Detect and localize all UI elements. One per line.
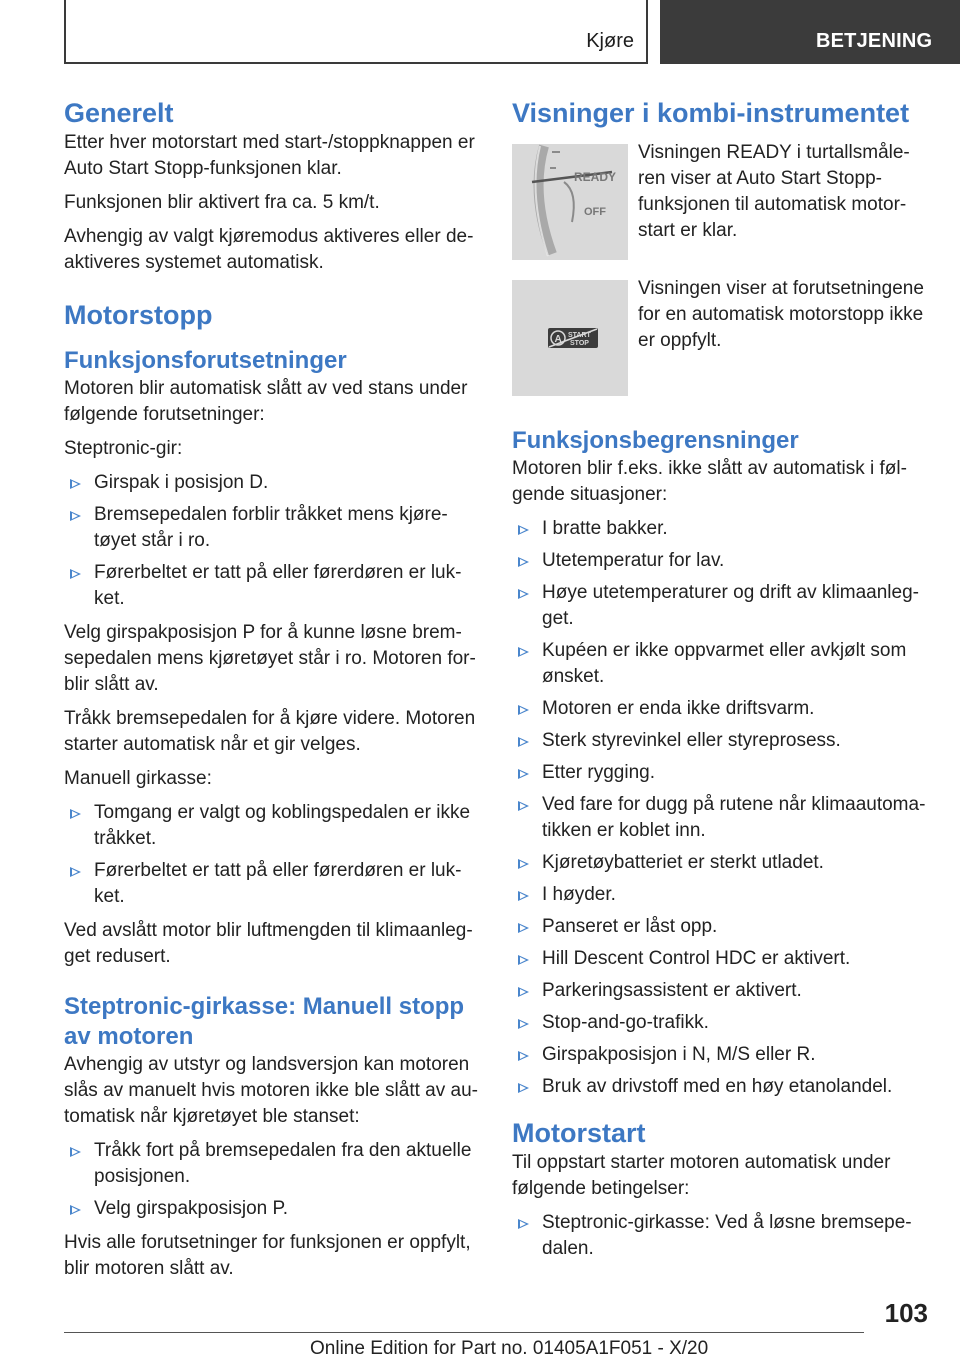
triangle-bullet-icon (70, 1147, 81, 1157)
figure-caption: Visningen READY i turtallsmåle-ren viser at Auto Start Stopp-funksjonen til automatisk motor-start er klar. (638, 142, 910, 241)
bullet-list (512, 1210, 930, 1262)
paragraph: Steptronic-gir: (64, 438, 183, 459)
ready-display-image (512, 144, 628, 260)
list-item: Bruk av drivstoff med en høy etanolandel. (512, 1074, 930, 1100)
a-glyph: A (554, 334, 562, 345)
start-stop-indicator-image (512, 280, 628, 396)
list-item: Tråkk fort på bremsepedalen fra den aktuelle posisjonen. (64, 1138, 478, 1190)
triangle-bullet-icon (518, 557, 529, 567)
list-item: I høyder. (512, 882, 930, 908)
list-item: Ved fare for dugg på rutene når klimaautoma-tikken er koblet inn. (512, 792, 930, 844)
list-item: Parkeringsassistent er aktivert. (512, 978, 930, 1004)
list-item: Stop-and-go-trafikk. (512, 1010, 930, 1036)
heading-steptronic-manuell-stopp: Steptronic-girkasse: Manuell stopp av motoren (64, 993, 465, 1050)
paragraph: Hvis alle forutsetninger for funksjonen er oppfylt, blir motoren slått av. (64, 1232, 471, 1279)
list-item: I bratte bakker. (512, 516, 930, 542)
right-column (512, 96, 930, 1270)
figure-row-start-stop (512, 280, 930, 396)
list-item: Førerbeltet er tatt på eller førerdøren er luk-ket. (64, 560, 478, 612)
triangle-bullet-icon (518, 801, 529, 811)
heading-funksjonsforutsetninger: Funksjonsforutsetninger (64, 347, 347, 374)
triangle-bullet-icon (518, 955, 529, 965)
paragraph: Tråkk bremsepedalen for å kjøre videre. Motoren starter automatisk når et gir velges. (64, 708, 476, 755)
bullet-list (64, 800, 478, 910)
list-item: Kjøretøybatteriet er sterkt utladet. (512, 850, 930, 876)
figure-row-ready (512, 144, 930, 260)
triangle-bullet-icon (518, 1019, 529, 1029)
triangle-bullet-icon (518, 737, 529, 747)
heading-funksjonsbegrensninger: Funksjonsbegrensninger (512, 427, 799, 454)
list-item: Steptronic-girkasse: Ved å løsne bremsepe-dalen. (512, 1210, 930, 1262)
triangle-bullet-icon (70, 809, 81, 819)
page-number: 103 (884, 1298, 928, 1328)
list-item: Bremsepedalen forblir tråkket mens kjøre-tøyet står i ro. (64, 502, 478, 554)
triangle-bullet-icon (70, 1205, 81, 1215)
paragraph: Til oppstart starter motoren automatisk under følgende betingelser: (512, 1152, 891, 1199)
triangle-bullet-icon (518, 923, 529, 933)
bullet-list (64, 1138, 478, 1222)
list-item: Førerbeltet er tatt på eller førerdøren er luk-ket. (64, 858, 478, 910)
list-item: Girspakposisjon i N, M/S eller R. (512, 1042, 930, 1068)
header-section-title: Kjøre (586, 30, 634, 52)
paragraph: Avhengig av valgt kjøremodus aktiveres eller de-aktiveres systemet automatisk. (64, 226, 474, 273)
left-column (64, 96, 478, 1290)
triangle-bullet-icon (518, 1219, 529, 1229)
start-glyph: START (568, 332, 591, 339)
paragraph: Velg girspakposisjon P for å kunne løsne brem-sepedalen mens kjøretøyet står i ro. Motoren for-blir slått av. (64, 622, 476, 695)
triangle-bullet-icon (518, 589, 529, 599)
header-chapter-title: BETJENING (816, 30, 933, 52)
list-item: Kupéen er ikke oppvarmet eller avkjølt som ønsket. (512, 638, 930, 690)
heading-generelt: Generelt (64, 98, 174, 128)
heading-motorstart: Motorstart (512, 1118, 646, 1148)
paragraph: Avhengig av utstyr og landsversjon kan motoren slås av manuelt hvis motoren ikke ble slått av au-tomatisk når kjøretøyet ble stanset: (64, 1054, 478, 1127)
paragraph: Manuell girkasse: (64, 768, 212, 789)
triangle-bullet-icon (518, 769, 529, 779)
list-item: Høye utetemperaturer og drift av klimaanleg-get. (512, 580, 930, 632)
triangle-bullet-icon (518, 525, 529, 535)
auto-start-stop-icon (512, 280, 628, 396)
triangle-bullet-icon (70, 867, 81, 877)
footer-divider (64, 1332, 864, 1333)
triangle-bullet-icon (70, 511, 81, 521)
bullet-list (512, 516, 930, 1100)
heading-motorstopp: Motorstopp (64, 300, 213, 330)
ready-label: READY (574, 170, 617, 184)
footer-edition: Online Edition for Part no. 01405A1F051 - X/20 (310, 1338, 709, 1359)
paragraph: Motoren blir f.eks. ikke slått av automatisk i føl-gende situasjoner: (512, 458, 907, 505)
figure-caption: Visningen viser at forutsetningene for en automatisk motorstopp ikke er oppfylt. (638, 278, 924, 351)
triangle-bullet-icon (518, 1051, 529, 1061)
paragraph: Ved avslått motor blir luftmengden til klimaanleg-get redusert. (64, 920, 473, 967)
paragraph: Funksjonen blir aktivert fra ca. 5 km/t. (64, 192, 380, 213)
paragraph: Motoren blir automatisk slått av ved stans under følgende forutsetninger: (64, 378, 468, 425)
bullet-list (64, 470, 478, 612)
triangle-bullet-icon (518, 1083, 529, 1093)
list-item: Hill Descent Control HDC er aktivert. (512, 946, 930, 972)
list-item: Velg girspakposisjon P. (64, 1196, 478, 1222)
tachometer-ready-icon (512, 144, 628, 260)
off-label: OFF (584, 206, 606, 218)
triangle-bullet-icon (518, 705, 529, 715)
triangle-bullet-icon (518, 859, 529, 869)
list-item: Utetemperatur for lav. (512, 548, 930, 574)
list-item: Tomgang er valgt og koblingspedalen er ikke tråkket. (64, 800, 478, 852)
list-item: Panseret er låst opp. (512, 914, 930, 940)
triangle-bullet-icon (70, 479, 81, 489)
list-item: Sterk styrevinkel eller styreprosess. (512, 728, 930, 754)
list-item: Etter rygging. (512, 760, 930, 786)
triangle-bullet-icon (518, 647, 529, 657)
list-item: Girspak i posisjon D. (64, 470, 478, 496)
stop-glyph: STOP (570, 340, 589, 347)
heading-visninger: Visninger i kombi-instrumentet (512, 98, 910, 128)
paragraph: Etter hver motorstart med start-/stoppknappen er Auto Start Stopp-funksjonen klar. (64, 132, 475, 179)
header-section-box (64, 0, 648, 64)
triangle-bullet-icon (518, 987, 529, 997)
triangle-bullet-icon (70, 569, 81, 579)
triangle-bullet-icon (518, 891, 529, 901)
list-item: Motoren er enda ikke driftsvarm. (512, 696, 930, 722)
